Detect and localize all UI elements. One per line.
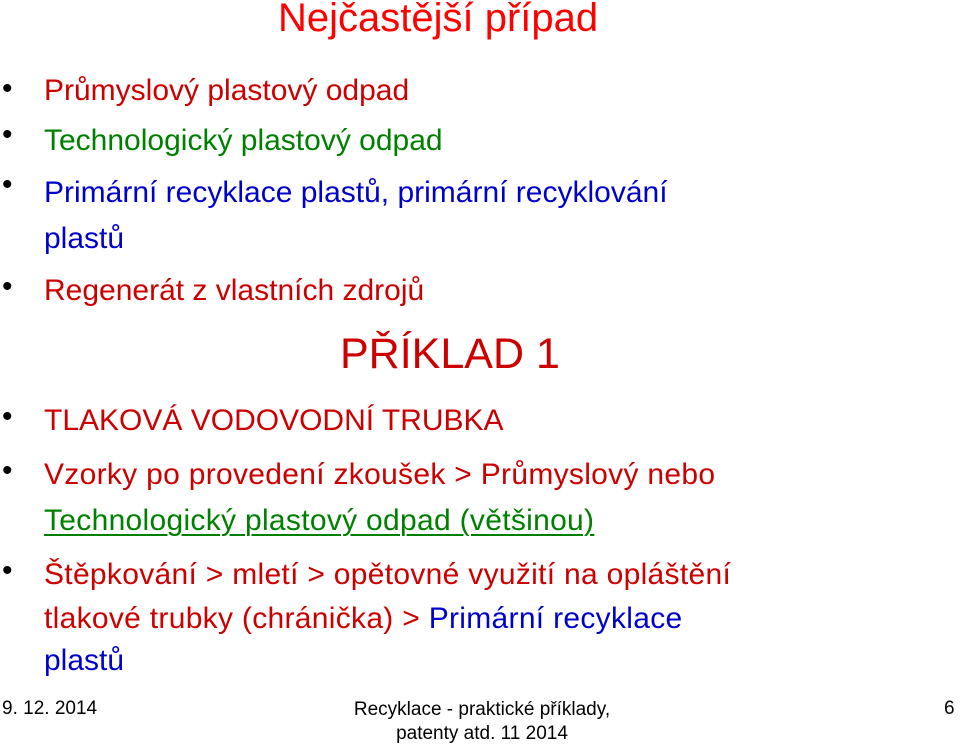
example-item-samples-line2: Technologický plastový odpad (většinou) xyxy=(44,504,595,537)
example-item-chipping-line3: plastů xyxy=(44,644,125,677)
footer-page-number: 6 xyxy=(944,698,955,719)
example-heading: PŘÍKLAD 1 xyxy=(340,330,560,378)
example-item-samples-line1 xyxy=(44,452,715,498)
bullet: • xyxy=(2,400,13,433)
footer-center-text xyxy=(340,698,624,746)
samples-mid: nebo xyxy=(638,458,716,491)
example-item-chipping-line2 xyxy=(44,596,682,642)
bullet: • xyxy=(2,72,13,105)
footer-date: 9. 12. 2014 xyxy=(2,698,98,719)
page-title: Nejčastější případ xyxy=(278,0,599,40)
list-item-primary-recycling-line1: Primární recyklace plastů, primární recyklování xyxy=(44,176,668,209)
bullet: • xyxy=(2,554,13,587)
list-item-technological-waste: Technologický plastový odpad xyxy=(44,124,443,157)
example-item-chipping-line1: Štěpkování > mletí > opětovné využití na opláštění xyxy=(44,558,732,591)
footer-center-line2: patenty atd. 11 2014 xyxy=(396,723,568,744)
samples-prefix: Vzorky po provedení zkoušek > xyxy=(44,458,481,491)
bullet: • xyxy=(2,168,13,201)
list-item-regenerate: Regenerát z vlastních zdrojů xyxy=(44,274,425,307)
chipping-primary-recycling: Primární recyklace xyxy=(428,602,683,635)
bullet: • xyxy=(2,118,13,151)
list-item-industrial-waste: Průmyslový plastový odpad xyxy=(44,74,410,107)
footer-center-line1: Recyklace - praktické příklady, xyxy=(353,699,611,720)
bullet: • xyxy=(2,454,13,487)
chipping-prefix: tlakové trubky (chránička) > xyxy=(44,602,429,635)
list-item-primary-recycling-line2: plastů xyxy=(44,222,125,255)
example-item-water-pipe: TLAKOVÁ VODOVODNÍ TRUBKA xyxy=(44,404,504,437)
bullet: • xyxy=(2,270,13,303)
samples-industrial: Průmyslový xyxy=(480,458,639,491)
